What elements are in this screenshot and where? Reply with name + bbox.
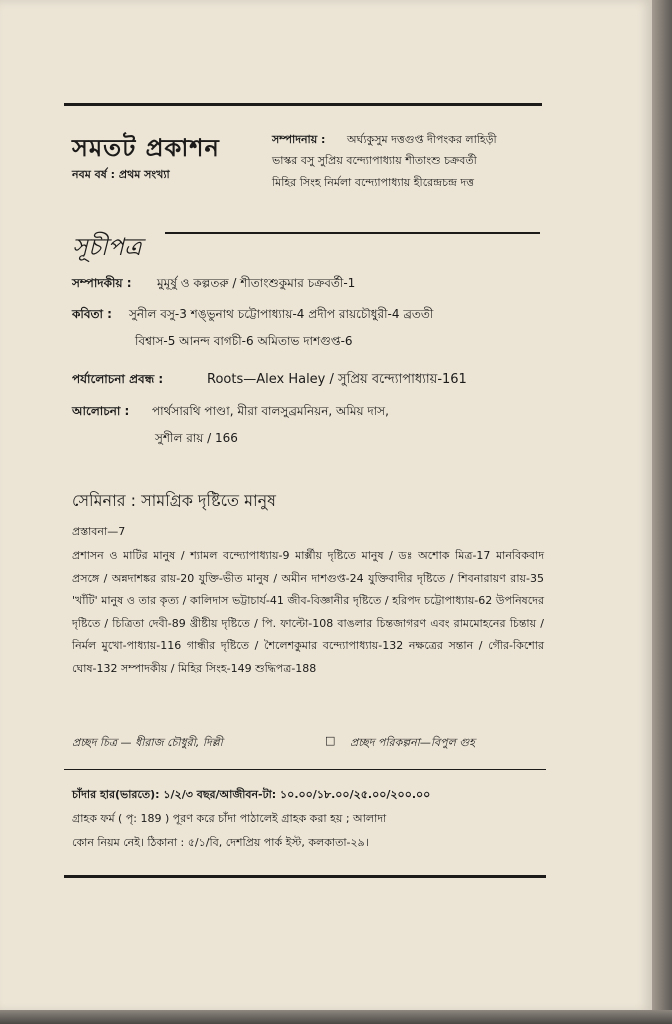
cover-design-credit: প্রচ্ছদ পরিকল্পনা—বিপুল গুহ: [350, 736, 475, 749]
discussion-line-1: পার্থসারথি পাণ্ডা, মীরা বালসুব্রমনিয়ন, অমিয় দাস,: [152, 404, 389, 418]
contents-title-rule: [165, 232, 540, 234]
subscription-address: কোন নিয়ম নেই। ঠিকানা : ৫/১/বি, দেশপ্রিয় পার্ক ইস্ট, কলকাতা-২৯।: [72, 836, 369, 849]
seminar-articles: প্রশাসন ও মাটির মানুষ / শ্যামল বন্দ্যোপাধ্যায়-9 মার্ক্সীয় দৃষ্টিতে মানুষ / ডঃ অশোক মিত্র-17 মানবিকবাদ প্রসঙ্গে / অন্নদাশঙ্কর রায়-20 যুক্তি-ভীত মানুষ / অমীন দাশগুপ্ত-24 যুক্তিবাদীর দৃষ্টিতে / শিবনারায়ণ রায়-35 'খাঁটি' মানুষ ও তার কৃত্য / কালিদাস ভট্টাচার্য-41 জীব-বিজ্ঞানীর দৃষ্টিতে / হরিপদ চট্টোপাধ্যায়-62 উপনিষদের দৃষ্টিতে / চিত্রিতা দেবী-89 খ্রীষ্টীয় দৃষ্টিতে / পি. ফাল্টো-108 বাঙলার চিন্তজাগরণ এবং রামমোহনের চিন্তায় / নির্মল মুখো-পাধ্যায়-116 গান্ধীর দৃষ্টিতে / শৈলেশকুমার বন্দ্যোপাধ্যায়-132 নক্ষত্রের সন্তান / গৌর-কিশোর ঘোষ-132 সম্পাদকীয় / মিহির সিংহ-149 শুদ্ধিপত্র-188: [72, 549, 544, 675]
top-rule: [64, 103, 542, 106]
contents-title: সূচীপত্র: [72, 233, 142, 261]
discussion-label: আলোচনা :: [72, 404, 130, 418]
cover-separator: □: [325, 734, 336, 747]
page-edge: [652, 0, 672, 1024]
subscription-rates: চাঁদার হার(ভারতে): ১/২/৩ বছর/আজীবন-টা: ১০.০০/১৮.০০/২৫.০০/২০০.০০: [72, 788, 431, 801]
publisher-title: সমতট প্রকাশন: [72, 133, 220, 162]
editorial-label: সম্পাদকীয় :: [72, 276, 132, 290]
editors-line-2: ভাস্কর বসু সুপ্রিয় বন্দ্যোপাধ্যায় শীতাংশু চক্রবর্তী: [272, 154, 477, 167]
editorial-entry: মুমূর্ষু ও কল্পতরু / শীতাংশুকুমার চক্রবর্তী-1: [157, 276, 356, 290]
seminar-title: সেমিনার : সামগ্রিক দৃষ্টিতে মানুষ: [72, 491, 277, 510]
cover-art-credit: প্রচ্ছদ চিত্র — ধীরাজ চৌধুরী, দিল্লী: [72, 736, 223, 749]
seminar-intro: প্রস্তাবনা—7: [72, 525, 126, 538]
review-label: পর্যালোচনা প্রবন্ধ :: [72, 372, 164, 386]
poetry-label: কবিতা :: [72, 307, 112, 321]
editors-line-1: অর্ঘ্যকুসুম দত্তগুপ্ত দীপংকর লাহিড়ী: [347, 133, 497, 146]
editors-line-3: মিহির সিংহ নির্মলা বন্দ্যোপাধ্যায় হীরেন্দ্রচন্দ্র দত্ত: [272, 176, 475, 189]
discussion-line-2: সুশীল রায় / 166: [155, 431, 238, 445]
page-bottom-edge: [0, 1010, 672, 1024]
bottom-rule: [64, 875, 546, 878]
editors-label: সম্পাদনায় :: [272, 133, 326, 146]
subscription-top-rule: [64, 769, 546, 770]
poetry-line-2: বিশ্বাস-5 আনন্দ বাগচী-6 অমিতাভ দাশগুপ্ত-6: [135, 334, 353, 348]
issue-label: নবম বর্ষ : প্রথম সংখ্যা: [72, 168, 170, 181]
poetry-line-1: সুনীল বসু-3 শঙ্ভুনাথ চট্টোপাধ্যায়-4 প্রদীপ রায়চৌধুরী-4 ব্রততী: [129, 307, 434, 321]
subscription-form-note: গ্রাহক ফর্ম ( পৃ: 189 ) পূরণ করে চাঁদা পাঠালেই গ্রাহক করা হয় ; আলাদা: [72, 812, 387, 825]
review-entry: Roots—Alex Haley / সুপ্রিয় বন্দ্যোপাধ্যায়-161: [207, 372, 467, 387]
